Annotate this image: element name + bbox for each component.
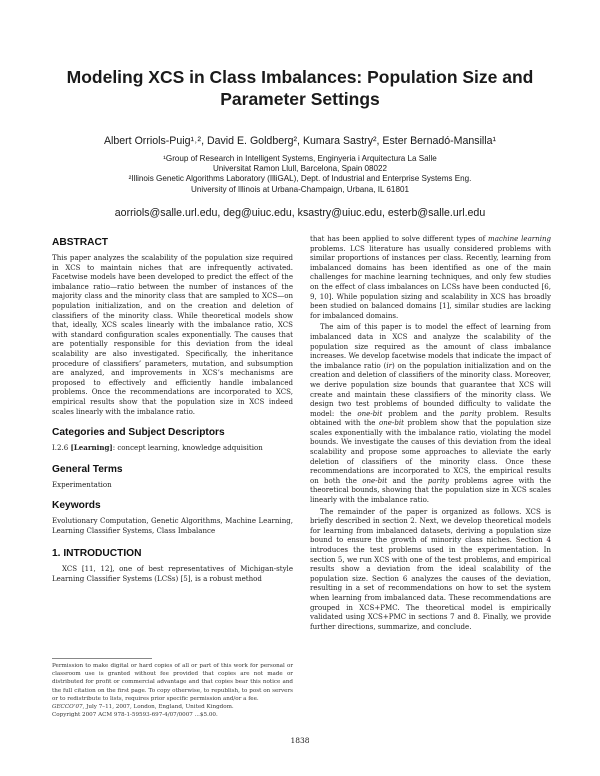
general-terms-heading: General Terms: [52, 463, 123, 475]
italic-term: one-bit: [357, 408, 383, 418]
body-paragraph: The remainder of the paper is organized as follows. XCS is briefly described in section 2. Next, we develop theoretical models for learning from imbalanced datasets, deriving a population size bound to ensure the growth of minority class niches. Section 4 introduces the test problems used in the experimentation. In section 5, we run XCS with one of the test problems, and empirical results show a deviation from the ideal scalability of the population size. Section 6 analyzes the causes of the deviation, resulting in a set of recommendations on how to set the system when learning from imbalanced data. These recommendations are grouped in XCS+PMC. The theoretical model is empirically validated using XCS+PMC in sections 7 and 8. Finally, we provide further directions, summarize, and conclude.: [310, 506, 551, 631]
affiliation-line: ²Illinois Genetic Algorithms Laboratory (IlliGAL), Dept. of Industrial and Enterprise Systems Eng.: [128, 174, 472, 184]
author-emails: aorriols@salle.url.edu, deg@uiuc.edu, ksastry@uiuc.edu, esterb@salle.url.edu: [114, 207, 486, 219]
abstract-text: This paper analyzes the scalability of the population size required in XCS to maintain niches that are infrequently activated. Facetwise models have been developed to predict the effect of the imbalance ratio—ratio between the number of instances of the majority class and the minority class that are sampled to XCS—on population initialization, and on the creation and deletion of classifiers of the minority class. While theoretical models show that, ideally, XCS scales linearly with the imbalance ratio, XCS with standard configuration scales exponentially. The causes that are potentially responsible for this deviation from the ideal scalability are also investigated. Specifically, the inheritance procedure of classifiers’ parameters, mutation, and subsumption are analyzed, and improvements in XCS’s mechanisms are proposed to effectively and efficiently handle imbalanced problems. Once the recommendations are incorporated to XCS, empirical results show that the population size in XCS indeed scales linearly with the imbalance ratio.: [52, 253, 293, 416]
text-run: problem show that the population size scales exponentially with the imbalance ratio, violating the model bounds. We investigate the causes of this deviation from the ideal scalability and propose some approaches to alleviate the early deletion of classifiers of the minority class. Once these recommendations are incorporated to XCS, the empirical results on both the: [310, 418, 551, 485]
affiliation-line: University of Illinois at Urbana-Champaign, Urbana, IL 61801: [191, 184, 409, 194]
text-run: that has been applied to solve different types of: [310, 234, 489, 243]
text-run: ) on the population initialization and on the creation and deletion of classifiers of the minority class. Moreover, we derive population size bounds that guarantee that XCS will create and maintain these classifiers of the minority class. We design two test problems of bounded difficulty to validate the model: the: [310, 360, 551, 418]
categories-text: [52, 443, 293, 453]
italic-term: parity: [459, 408, 482, 418]
right-column: [310, 234, 551, 631]
text-run: problem and the: [382, 408, 460, 418]
category-term: [Learning]: [70, 443, 113, 453]
keywords-heading: Keywords: [52, 500, 101, 512]
left-column: [52, 234, 293, 584]
body-paragraph: [310, 322, 551, 504]
venue-details: July 7–11, 2007, London, England, United Kingdom.: [84, 704, 234, 711]
italic-term: parity: [427, 475, 449, 485]
affiliation-line: ¹Group of Research in Intelligent Systems, Enginyeria i Arquitectura La Salle: [163, 154, 437, 163]
keywords-text: Evolutionary Computation, Genetic Algorithms, Machine Learning, Learning Classifier Systems, Class Imbalance: [52, 516, 293, 535]
italic-term: ir: [386, 360, 392, 370]
author-list: Albert Orriols-Puig¹˒², David E. Goldberg², Kumara Sastry², Ester Bernadó-Mansilla¹: [103, 135, 497, 147]
permission-text: Permission to make digital or hard copies of all or part of this work for personal or classroom use is granted without fee provided that copies are not made or distributed for profit or commercial advantage and that copies bear this notice and the full citation on the first page. To copy otherwise, to republish, to post on servers or to redistribute to lists, requires prior specific permission and/or a fee.: [52, 663, 293, 702]
category-rest: : concept learning, knowledge adquisition: [112, 443, 263, 453]
abstract-heading: ABSTRACT: [52, 237, 109, 248]
permission-notice: [52, 662, 293, 719]
introduction-heading: 1. INTRODUCTION: [52, 548, 142, 560]
footnote-divider: [52, 658, 152, 659]
categories-heading: Categories and Subject Descriptors: [52, 427, 225, 439]
general-terms-text: Experimentation: [52, 479, 112, 489]
italic-term: one-bit: [379, 418, 404, 428]
introduction-paragraph: XCS [11, 12], one of best representatives of Michigan-style Learning Classifier Systems (LCSs) [5], is a robust method: [52, 564, 293, 584]
affiliation-line: Universitat Ramon Llull, Barcelona, Spain 08022: [212, 164, 388, 174]
body-paragraph: [310, 234, 551, 320]
affiliations: [30, 154, 570, 195]
italic-term: machine learning: [488, 234, 551, 243]
text-run: problems agree with the theoretical bounds, showing that the population size in XCS scales linearly with the imbalance ratio.: [310, 475, 551, 505]
copyright-line: Copyright 2007 ACM 978-1-59593-697-4/07/0007 ...$5.00.: [52, 712, 218, 719]
text-run: and the: [387, 475, 428, 485]
venue-line: [52, 703, 293, 711]
paper-title: Modeling XCS in Class Imbalances: Population Size and Parameter Settings: [66, 67, 534, 109]
text-run: problems. LCS literature has usually considered problems with similar proportions of instances per class. Recently, learning from imbalanced domains has been identified as one of the main challenges for machine learning techniques, and only few studies on the effect of class imbalances on LCSs have been conducted [6, 9, 10]. While population sizing and scalability in XCS has broadly been studied on balanced domains [1], similar studies are lacking for imbalanced domains.: [310, 243, 551, 320]
text-run: The aim of this paper is to model the effect of learning from imbalanced data in XCS and analyze the scalability of the population size required as the amount of class imbalance increases. We develop facetwise models that indicate the impact of the imbalance ratio (: [310, 322, 551, 370]
text-run: problem. Results obtained with the: [310, 408, 551, 428]
category-code: I.2.6: [52, 443, 71, 453]
italic-term: one-bit: [362, 475, 388, 485]
page-number: 1838: [290, 736, 310, 745]
venue-name: GECCO’07,: [52, 704, 85, 711]
